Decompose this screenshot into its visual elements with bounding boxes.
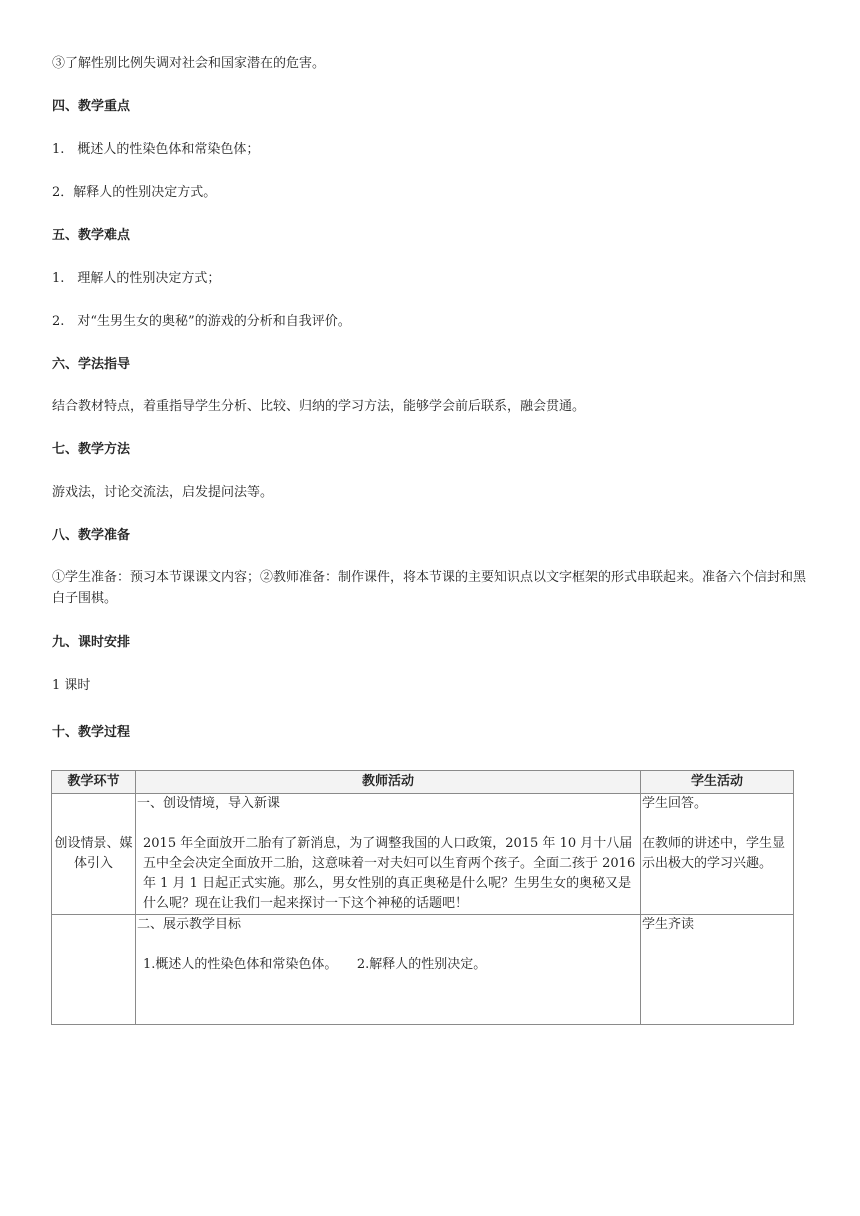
preparation-text: ①学生准备：预习本节课课文内容；②教师准备：制作课件，将本节课的主要知识点以文字框架的形式串联起来。准备六个信封和黑白子围棋。 — [52, 570, 807, 606]
teacher-activity-title: 二、展示教学目标 — [137, 917, 242, 932]
teacher-activity-cell — [136, 794, 641, 915]
objective-3: ③了解性别比例失调对社会和国家潜在的危害。 — [52, 56, 326, 71]
key-point-1: 1. 概述人的性染色体和常染色体； — [52, 142, 260, 157]
student-activity-cell — [641, 794, 794, 915]
header-teacher-activity: 教师活动 — [136, 771, 641, 794]
stage-label: 创设情景、媒体引入 — [54, 836, 133, 871]
student-activity-1: 学生齐读 — [642, 917, 695, 932]
teacher-activity-cell — [136, 915, 641, 1025]
table-header-row — [52, 771, 794, 794]
table-row — [52, 915, 794, 1025]
section-heading-study-guide: 六、学法指导 — [52, 357, 131, 372]
header-student-activity: 学生活动 — [641, 771, 794, 794]
student-activity-2: 在教师的讲述中，学生显示出极大的学习兴趣。 — [642, 836, 786, 871]
schedule-text: 1 课时 — [52, 678, 91, 693]
teacher-activity-title: 一、创设情境，导入新课 — [137, 796, 281, 811]
methods-text: 游戏法，讨论交流法，启发提问法等。 — [52, 485, 274, 500]
stage-cell — [52, 915, 136, 1025]
difficulty-1: 1. 理解人的性别决定方式； — [52, 271, 221, 286]
section-heading-key-points: 四、教学重点 — [52, 99, 131, 114]
key-point-2: 2．解释人的性别决定方式。 — [52, 185, 217, 200]
section-heading-process: 十、教学过程 — [52, 725, 131, 740]
teaching-process-table — [51, 770, 794, 1025]
header-stage: 教学环节 — [52, 771, 136, 794]
section-heading-methods: 七、教学方法 — [52, 442, 131, 457]
study-guide-text: 结合教材特点，着重指导学生分析、比较、归纳的学习方法，能够学会前后联系，融会贯通。 — [52, 399, 586, 414]
stage-cell — [52, 794, 136, 915]
student-activity-1: 学生回答。 — [642, 796, 708, 811]
table-row — [52, 794, 794, 915]
section-heading-preparation: 八、教学准备 — [52, 528, 131, 543]
section-heading-schedule: 九、课时安排 — [52, 635, 131, 650]
difficulty-2: 2. 对“生男生女的奥秘”的游戏的分析和自我评价。 — [52, 314, 351, 329]
student-activity-cell — [641, 915, 794, 1025]
teacher-activity-body: 2015 年全面放开二胎有了新消息，为了调整我国的人口政策，2015 年 10 月十八届五中全会决定全面放开二胎，这意味着一对夫妇可以生育两个孩子。全面二孩于 2016 年 1 月 1 日起正式实施。那么，男女性别的真正奥秘是什么呢？生男生女的奥秘又是什么呢？现在让我们一起来探讨一下这个神秘的话题吧！ — [143, 836, 636, 911]
section-heading-difficulties: 五、教学难点 — [52, 228, 131, 243]
teacher-activity-body: 1.概述人的性染色体和常染色体。 2.解释人的性别决定。 — [143, 957, 487, 972]
